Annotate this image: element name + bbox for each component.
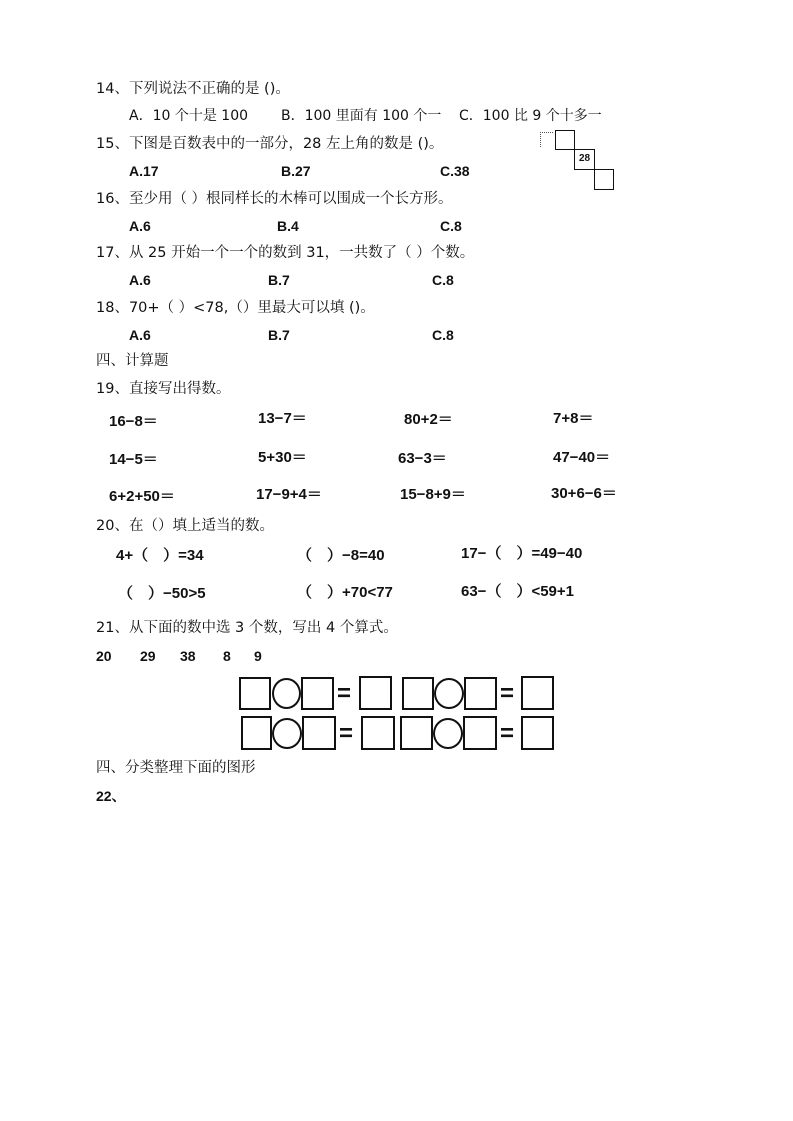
q19-problem: 14−5＝ (109, 451, 158, 468)
operator-circle[interactable] (434, 678, 464, 709)
q20-problem: 4+（ ）=34 (116, 547, 204, 564)
hundred-chart-figure (538, 128, 618, 194)
q18-option-b: B.7 (268, 327, 290, 343)
q20-problem: 17−（ ）=49−40 (461, 545, 583, 562)
q14-option-c: C．100 比 9 个十多一 (459, 108, 602, 124)
answer-box[interactable] (301, 677, 334, 710)
operator-circle[interactable] (272, 718, 302, 749)
q19-problem: 63−3＝ (398, 450, 447, 467)
q21-number: 8 (223, 648, 231, 664)
q20-problem: （ ）+70<77 (297, 584, 393, 601)
q20-stem: 20、在（）填上适当的数。 (96, 518, 274, 534)
q21-number: 29 (140, 648, 156, 664)
answer-box[interactable] (400, 716, 433, 750)
equals-sign: = (500, 720, 515, 747)
answer-box[interactable] (402, 677, 434, 710)
q15-option-a: A.17 (129, 163, 159, 179)
q19-problem: 13−7＝ (258, 410, 307, 427)
section-calculation-heading: 四、计算题 (96, 353, 169, 369)
q19-problem: 30+6−6＝ (551, 485, 617, 502)
q19-problem: 47−40＝ (553, 449, 611, 466)
hundred-chart-number: 28 (578, 153, 591, 164)
hundred-chart-cell-top (555, 130, 575, 150)
q15-stem: 15、下图是百数表中的一部分，28 左上角的数是 ()。 (96, 136, 444, 152)
q15-option-c: C.38 (440, 163, 470, 179)
q19-problem: 80+2＝ (404, 411, 453, 428)
q20-problem: 63−（ ）<59+1 (461, 583, 574, 600)
q20-problem: （ ）−8=40 (297, 547, 385, 564)
q21-number: 38 (180, 648, 196, 664)
q19-problem: 17−9+4＝ (256, 486, 322, 503)
q19-stem: 19、直接写出得数。 (96, 381, 231, 397)
q19-problem: 15−8+9＝ (400, 486, 466, 503)
q15-option-b: B.27 (281, 163, 311, 179)
q18-stem: 18、70+（ ）<78,（）里最大可以填 ()。 (96, 300, 375, 316)
q21-stem: 21、从下面的数中选 3 个数，写出 4 个算式。 (96, 620, 398, 636)
answer-box[interactable] (239, 677, 271, 710)
answer-box[interactable] (361, 716, 395, 750)
q16-stem: 16、至少用（ ）根同样长的木棒可以围成一个长方形。 (96, 191, 453, 207)
answer-box[interactable] (463, 716, 497, 750)
q14-option-a: A．10 个十是 100 (129, 108, 249, 124)
q22-label: 22、 (96, 788, 126, 804)
q19-problem: 16−8＝ (109, 413, 158, 430)
equals-sign: = (339, 720, 354, 747)
hundred-chart-cell-bottom (594, 169, 614, 190)
q14-option-b: B．100 里面有 100 个一 (281, 108, 442, 124)
q14-stem: 14、下列说法不正确的是 ()。 (96, 81, 290, 97)
section-sorting-heading: 四、分类整理下面的图形 (96, 760, 256, 776)
answer-box[interactable] (521, 676, 554, 710)
q19-problem: 7+8＝ (553, 410, 594, 427)
q17-option-b: B.7 (268, 272, 290, 288)
answer-box[interactable] (464, 677, 497, 710)
q19-problem: 6+2+50＝ (109, 488, 175, 505)
q16-option-c: C.8 (440, 218, 462, 234)
answer-box[interactable] (359, 676, 392, 710)
answer-box[interactable] (521, 716, 554, 750)
q21-number: 9 (254, 648, 262, 664)
q21-number: 20 (96, 648, 112, 664)
hundred-chart-cell-28 (574, 149, 595, 170)
q19-problem: 5+30＝ (258, 449, 307, 466)
equals-sign: = (337, 680, 352, 707)
q17-option-c: C.8 (432, 272, 454, 288)
q16-option-b: B.4 (277, 218, 299, 234)
q16-option-a: A.6 (129, 218, 151, 234)
q20-problem: （ ）−50>5 (118, 585, 206, 602)
q17-option-a: A.6 (129, 272, 151, 288)
answer-box[interactable] (302, 716, 336, 750)
hundred-chart-mark (540, 132, 553, 147)
answer-box[interactable] (241, 716, 272, 750)
equals-sign: = (500, 680, 515, 707)
q18-option-a: A.6 (129, 327, 151, 343)
operator-circle[interactable] (433, 718, 463, 749)
q18-option-c: C.8 (432, 327, 454, 343)
q17-stem: 17、从 25 开始一个一个的数到 31，一共数了（ ）个数。 (96, 245, 475, 261)
operator-circle[interactable] (272, 678, 301, 709)
